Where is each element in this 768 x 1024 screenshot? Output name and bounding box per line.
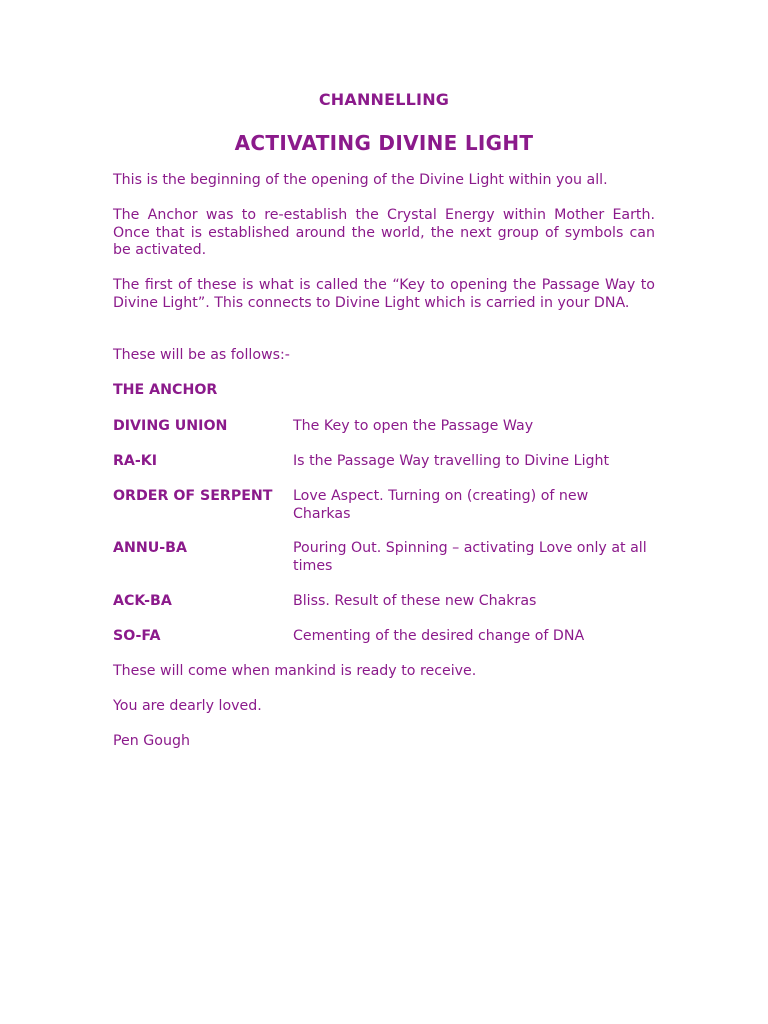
intro-paragraph: This is the beginning of the opening of the Divine Light within you all. <box>113 172 608 188</box>
document-subtitle: CHANNELLING <box>318 90 450 109</box>
symbol-description: The Key to open the Passage Way <box>293 418 534 434</box>
loved-text: You are dearly loved. <box>113 698 262 714</box>
symbol-description: Love Aspect. Turning on (creating) of new Charkas <box>293 488 589 522</box>
symbol-description: Pouring Out. Spinning – activating Love only at all times <box>293 540 647 574</box>
closing-text: These will come when mankind is ready to receive. <box>113 663 477 679</box>
key-paragraph: The first of these is what is called the “Key to opening the Passage Way to Divine Light”. This connects to Divine Light which is carried in your DNA. <box>113 277 655 311</box>
signature: Pen Gough <box>113 733 190 749</box>
symbol-term: ACK-BA <box>113 593 172 609</box>
symbol-term: ORDER OF SERPENT <box>113 488 273 504</box>
symbol-term: RA-KI <box>113 453 158 469</box>
symbol-term: SO-FA <box>113 628 161 644</box>
document-title: ACTIVATING DIVINE LIGHT <box>234 131 534 155</box>
symbol-description: Is the Passage Way travelling to Divine Light <box>293 453 610 469</box>
anchor-paragraph: The Anchor was to re-establish the Crystal Energy within Mother Earth. Once that is established around the world, the next group of symbols can be activated. <box>113 207 655 258</box>
anchor-heading: THE ANCHOR <box>113 382 218 398</box>
symbol-term: ANNU-BA <box>113 540 187 556</box>
follows-text: These will be as follows:- <box>113 347 290 363</box>
symbol-term: DIVING UNION <box>113 418 228 434</box>
symbol-description: Cementing of the desired change of DNA <box>293 628 585 644</box>
symbol-description: Bliss. Result of these new Chakras <box>293 593 537 609</box>
